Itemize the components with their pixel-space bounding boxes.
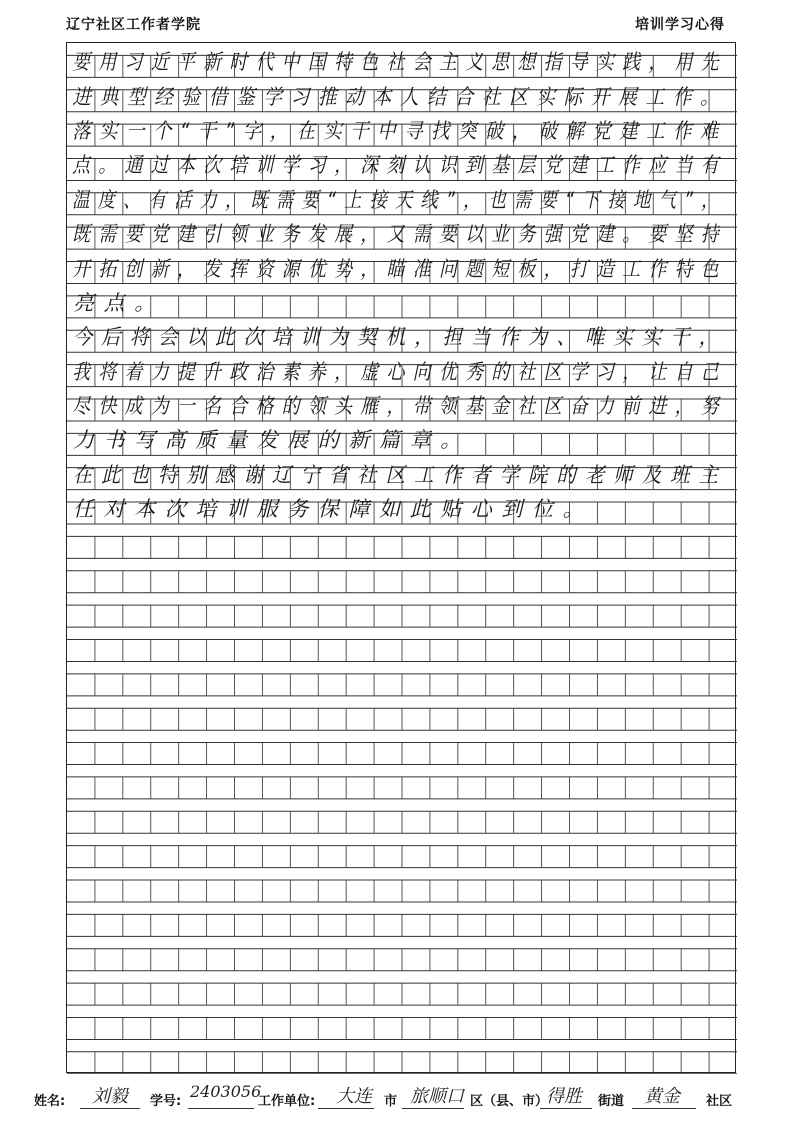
student-id-label: 学号: xyxy=(150,1094,182,1109)
institution-title: 辽宁社区工作者学院 xyxy=(66,17,201,33)
text-line xyxy=(67,1005,737,1039)
text-line xyxy=(67,352,737,386)
street-label: 街道 xyxy=(598,1094,625,1109)
text-line xyxy=(67,730,737,764)
text-line xyxy=(67,1039,737,1073)
text-line xyxy=(67,524,737,558)
text-line xyxy=(67,43,737,77)
text-line-content: 亮点。 xyxy=(73,290,165,315)
text-line xyxy=(67,490,737,524)
text-line xyxy=(67,558,737,592)
name-value: 刘毅 xyxy=(92,1086,128,1107)
text-line xyxy=(67,146,737,180)
name-underline xyxy=(80,1108,140,1109)
text-line xyxy=(67,971,737,1005)
text-line xyxy=(67,455,737,489)
district-label: 区（县、市） xyxy=(470,1094,549,1109)
text-line xyxy=(67,661,737,695)
text-line xyxy=(67,421,737,455)
text-line xyxy=(67,284,737,318)
page-footer xyxy=(0,1076,799,1116)
street-underline xyxy=(540,1108,592,1109)
student-id-underline xyxy=(188,1108,254,1109)
community-value: 黄金 xyxy=(644,1086,680,1107)
text-line xyxy=(67,696,737,730)
work-unit-label: 工作单位: xyxy=(258,1094,316,1109)
city-value: 大连 xyxy=(336,1086,372,1107)
text-line xyxy=(67,627,737,661)
text-line xyxy=(67,868,737,902)
text-line-content: 我将着力提升政治素养，虚心向优秀的社区学习，让自己 xyxy=(72,359,727,384)
text-line-content: 落实一个“干”字，在实干中寻找突破，破解党建工作难 xyxy=(72,119,727,144)
text-line-content: 尽快成为一名合格的领头雁，带领基金社区奋力前进，努 xyxy=(72,393,727,418)
text-line-content: 今后将会以此次培训为契机，担当作为、唯实实干， xyxy=(72,325,728,350)
text-line-content: 要用习近平新时代中国特色社会主义思想指导实践，用先 xyxy=(72,50,727,75)
text-line-content: 开拓创新，发挥资源优势，瞄准问题短板，打造工作特色 xyxy=(72,256,727,281)
text-line-content: 力书写高质量发展的新篇章。 xyxy=(73,428,471,453)
text-line xyxy=(67,593,737,627)
page-header xyxy=(0,0,799,44)
text-line xyxy=(67,318,737,352)
text-line-content: 在此也特别感谢辽宁省社区工作者学院的老师及班主 xyxy=(72,462,728,487)
text-line xyxy=(67,936,737,970)
name-label: 姓名: xyxy=(34,1094,66,1109)
community-label: 社区 xyxy=(706,1094,733,1109)
text-line xyxy=(67,387,737,421)
district-value: 旅顺口 xyxy=(410,1086,464,1107)
text-line xyxy=(67,799,737,833)
text-line xyxy=(67,765,737,799)
district-underline xyxy=(402,1108,464,1109)
text-line xyxy=(67,112,737,146)
community-underline xyxy=(632,1108,696,1109)
text-line-content: 进典型经验借鉴学习推动本人结合社区实际开展工作。 xyxy=(72,84,728,109)
text-line-content xyxy=(67,1070,73,1074)
text-line-content: 既需要党建引领业务发展，又需要以业务强党建。要坚持 xyxy=(72,222,727,247)
text-line xyxy=(67,215,737,249)
text-line xyxy=(67,833,737,867)
manuscript-grid xyxy=(66,42,736,1073)
city-label: 市 xyxy=(384,1094,398,1109)
text-line-content: 点。通过本次培训学习，深刻认识到基层党建工作应当有 xyxy=(72,153,727,178)
student-id-value: 2403056 xyxy=(190,1082,262,1101)
text-line-content: 任对本次培训服务保障如此贴心到位。 xyxy=(73,497,594,522)
city-underline xyxy=(318,1108,374,1109)
text-line xyxy=(67,180,737,214)
text-line-content: 温度、有活力，既需要“上接天线”，也需要“下接地气”， xyxy=(71,187,727,212)
text-line xyxy=(67,902,737,936)
street-value: 得胜 xyxy=(546,1086,582,1107)
text-line xyxy=(67,77,737,111)
document-title: 培训学习心得 xyxy=(635,17,725,33)
text-line xyxy=(67,249,737,283)
